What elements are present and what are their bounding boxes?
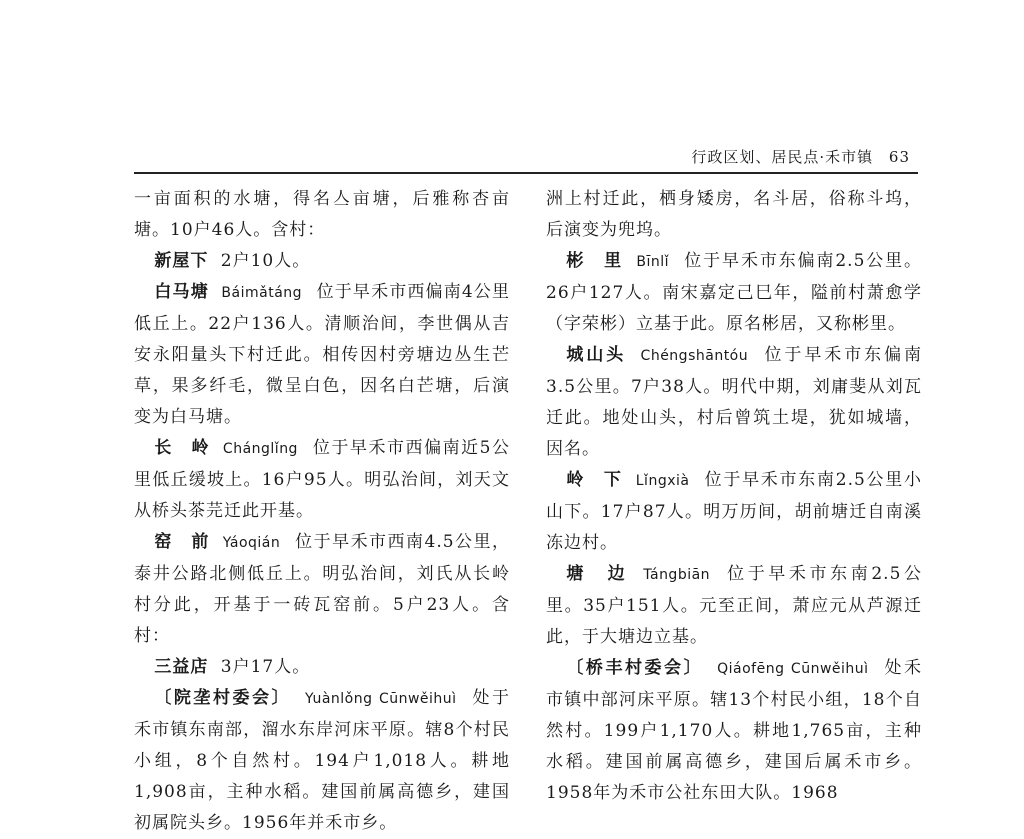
romanization: Bīnlǐ xyxy=(636,254,669,270)
entry-paragraph xyxy=(134,527,510,652)
romanization: Yuànlǒng Cūnwěihuì xyxy=(305,691,457,707)
romanization: Chéngshāntóu xyxy=(640,348,749,364)
entry-paragraph xyxy=(546,559,922,653)
page-number: 63 xyxy=(888,148,910,166)
place-name: 塘 边 xyxy=(566,564,629,584)
entry-paragraph xyxy=(546,340,922,465)
entry-text: 3户17人。 xyxy=(220,657,311,677)
place-name: 〔院垄村委会〕 xyxy=(154,688,292,708)
continuation-paragraph xyxy=(134,184,510,246)
entry-text: 处于禾市镇东南部，溜水东岸河床平原。辖8个村民小组，8个自然村。194户1,018人。耕地1,908亩，主种水稻。建国前属高德乡，建国初属院头乡。1956年并禾市乡。 xyxy=(134,688,511,833)
place-name: 长 岭 xyxy=(154,438,210,458)
place-name: 〔桥丰村委会〕 xyxy=(566,658,704,678)
running-header xyxy=(620,146,910,167)
romanization: Qiáofēng Cūnwěihuì xyxy=(717,661,869,677)
entry-paragraph xyxy=(134,433,510,527)
header-rule xyxy=(134,172,918,174)
place-name: 三益店 xyxy=(154,657,209,677)
left-column xyxy=(134,184,510,839)
entry-text: 位于早禾市西南4.5公里，泰井公路北侧低丘上。明弘治间，刘氏从长岭村分此，开基于一砖瓦窑前。5户23人。含村： xyxy=(134,532,510,646)
paragraph-text: 洲上村迁此，栖身矮房，名斗居，俗称斗坞，后演变为兜坞。 xyxy=(546,189,922,240)
entry-text: 位于早禾市东南2.5公里小山下。17户87人。明万历间，胡前塘迁自南溪冻边村。 xyxy=(546,470,922,553)
romanization: Báimǎtáng xyxy=(221,285,303,301)
entry-paragraph xyxy=(134,652,510,683)
romanization: Chánglǐng xyxy=(222,441,298,457)
place-name: 新屋下 xyxy=(154,251,209,271)
entry-paragraph xyxy=(134,277,510,433)
place-name: 白马塘 xyxy=(154,282,209,302)
romanization: Yáoqián xyxy=(222,535,281,551)
entry-paragraph xyxy=(134,246,510,277)
place-name: 彬 里 xyxy=(566,251,624,271)
entry-text: 2户10人。 xyxy=(220,251,311,271)
entry-text: 位于早禾市东南2.5公里。35户151人。元至正间，萧应元从芦源迁此，于大塘边立基。 xyxy=(546,564,922,647)
romanization: Lǐngxià xyxy=(635,473,690,489)
entry-paragraph xyxy=(546,465,922,559)
place-name: 窑 前 xyxy=(154,532,210,552)
header-title: 行政区划、居民点·禾市镇 xyxy=(691,148,874,166)
romanization: Tángbiān xyxy=(643,567,711,583)
entry-text: 位于早禾市西偏南近5公里低丘缓坡上。16户95人。明弘治间，刘天文从桥头茶芫迁此开基。 xyxy=(134,438,510,521)
entry-text: 位于早禾市西偏南4公里低丘上。22户136人。清顺治间，李世偶从吉安永阳量头下村迁此。相传因村旁塘边丛生芒草，果多纤毛，微呈白色，因名白芒塘，后演变为白马塘。 xyxy=(134,282,510,427)
place-name: 城山头 xyxy=(566,345,627,365)
entry-paragraph xyxy=(134,683,510,839)
entry-text: 处禾市镇中部河床平原。辖13个村民小组，18个自然村。199户1,170人。耕地1,765亩，主种水稻。建国前属高德乡，建国后属禾市乡。1958年为禾市公社东田大队。1968 xyxy=(546,658,923,803)
place-name: 岭 下 xyxy=(566,470,623,490)
entry-paragraph xyxy=(546,246,922,340)
entry-text: 位于早禾市东偏南2.5公里。26户127人。南宋嘉定己巳年，隘前村萧愈学（字荣彬）立基于此。原名彬居，又称彬里。 xyxy=(546,251,923,334)
continuation-paragraph xyxy=(546,184,922,246)
right-column xyxy=(546,184,922,809)
entry-text: 位于早禾市东偏南3.5公里。7户38人。明代中期，刘庸斐从刘瓦迁此。地处山头，村后曾筑土堤，犹如城墙，因名。 xyxy=(546,345,923,459)
paragraph-text: 一亩面积的水塘，得名亼亩塘，后雅称杏亩塘。10户46人。含村： xyxy=(134,189,510,240)
entry-paragraph xyxy=(546,653,922,809)
